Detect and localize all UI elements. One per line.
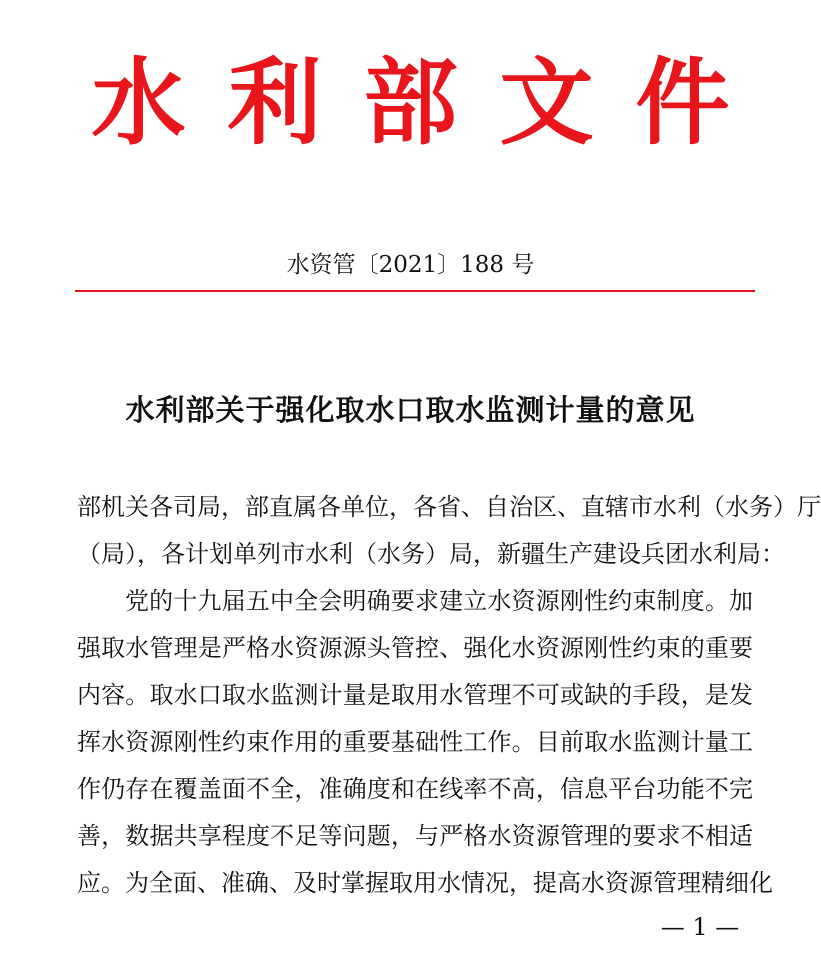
document-number: 水资管〔2021〕188 号	[286, 252, 535, 278]
document-body	[77, 484, 821, 907]
issuer-masthead: 水利部文件	[91, 48, 772, 158]
paragraph-line: 作仍存在覆盖面不全，准确度和在线率不高，信息平台功能不完	[77, 775, 753, 803]
paragraph-line: 挥水资源刚性约束作用的重要基础性工作。目前取水监测计量工	[77, 728, 753, 756]
addressee-line: （局），各计划单列市水利（水务）局，新疆生产建设兵团水利局：	[77, 540, 785, 568]
document-title: 水利部关于强化取水口取水监测计量的意见	[125, 393, 696, 427]
red-separator-line	[75, 290, 755, 292]
paragraph-line: 内容。取水口取水监测计量是取用水管理不可或缺的手段，是发	[77, 681, 753, 709]
page-number: — 1 —	[660, 913, 740, 941]
paragraph-line: 善，数据共享程度不足等问题，与严格水资源管理的要求不相适	[77, 822, 753, 850]
addressee-line: 部机关各司局，部直属各单位，各省、自治区、直辖市水利（水务）厅	[77, 493, 821, 521]
paragraph-line: 强取水管理是严格水资源源头管控、强化水资源刚性约束的重要	[77, 634, 753, 662]
paragraph-line: 应。为全面、准确、及时掌握取用水情况，提高水资源管理精细化	[77, 869, 773, 897]
paragraph-line: 党的十九届五中全会明确要求建立水资源刚性约束制度。加	[125, 587, 753, 615]
